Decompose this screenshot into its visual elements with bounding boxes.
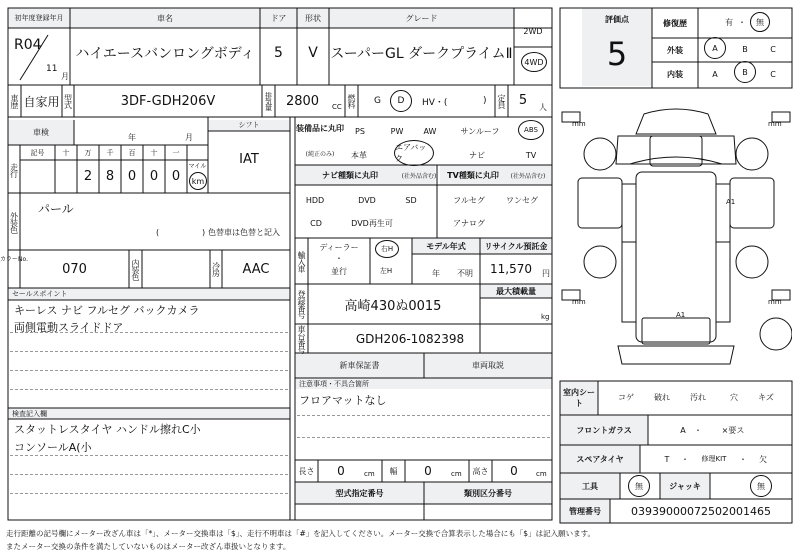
- capacity-value: 5: [518, 92, 528, 108]
- mile-label: マイル: [188, 162, 207, 170]
- score-label: 評価点: [605, 14, 629, 24]
- jack-none-circled: 無: [750, 475, 772, 497]
- fuel-paren-close: ): [483, 96, 487, 106]
- door-label: ドア: [270, 13, 287, 23]
- cooling-label: 冷房: [211, 262, 221, 276]
- displacement-label: 排気量: [264, 92, 273, 110]
- fuel-gasoline: G: [374, 96, 381, 106]
- right-hand-drive-circled: 右H: [375, 240, 399, 258]
- km-circled: km: [189, 172, 207, 190]
- tv-type-label: TV種類に丸印: [447, 170, 499, 180]
- door-value: 5: [274, 45, 283, 61]
- navi-dvd-playback: DVD再生可: [351, 218, 393, 228]
- sales-points-label: セールスポイント: [12, 290, 68, 298]
- inspector-label: 検査記入欄: [12, 409, 47, 418]
- color-paren-close: ): [202, 227, 206, 237]
- seat-label: 室内シート: [563, 388, 595, 408]
- width-label: 幅: [389, 466, 398, 476]
- repaint-note: 色替車は色替と記入: [208, 227, 280, 237]
- inspection-year-unit: 年: [128, 132, 136, 142]
- interior-grade-a: A: [712, 69, 718, 79]
- drive-4wd-circled: 4WD: [521, 52, 547, 72]
- width-value: 0: [424, 464, 432, 478]
- exterior-color-value: パール: [38, 201, 74, 216]
- digit-header-3: 千: [106, 148, 114, 157]
- windshield-a: A: [680, 425, 686, 435]
- seat-burn: コゲ: [618, 392, 634, 402]
- equip-tv: TV: [525, 150, 537, 160]
- grade-value: スーパーGL ダークプライムⅡ: [330, 46, 513, 62]
- spare-none: 欠: [759, 454, 767, 464]
- equip-aw: AW: [423, 126, 437, 136]
- jack-label: ジャッキ: [669, 481, 701, 491]
- equipment-label: 装備品に丸印: [296, 123, 344, 133]
- mm-front-left: mm: [572, 120, 586, 128]
- notes-label: 注意事項・不具合箇所: [299, 379, 369, 388]
- navi-type-label: ナビ種類に丸印: [322, 170, 378, 180]
- warranty-label: 新車保証書: [339, 361, 380, 370]
- digit-header-4: 百: [128, 148, 136, 157]
- sales-point-line-1: キーレス ナビ フルセグ バックカメラ: [14, 304, 200, 317]
- exterior-color-label: 外装色: [9, 211, 19, 233]
- control-number-value: 03939000072502001465: [631, 504, 771, 518]
- model-year-unit: 年: [432, 268, 440, 278]
- navi-cd: CD: [310, 218, 322, 228]
- equip-ps: PS: [355, 126, 365, 136]
- equipment-sublabel: (純正のみ): [305, 150, 335, 158]
- first-registration-label: 初年度登録年月: [14, 14, 64, 22]
- type-designation-label: 型式指定番号: [335, 488, 384, 498]
- recycle-label: リサイクル預託金: [484, 241, 548, 251]
- digit-header-5: 十: [150, 148, 158, 157]
- color-paren-open: (: [156, 227, 160, 237]
- interior-grade-label: 内装: [667, 69, 683, 79]
- navi-sd: SD: [405, 195, 417, 205]
- month-unit: 月: [61, 71, 69, 81]
- registration-value: 高崎430ぬ0015: [344, 298, 442, 314]
- mileage-digit-1: [55, 163, 77, 189]
- mileage-digit-5: 0: [149, 168, 159, 184]
- windshield-replace: ×要ス: [721, 425, 745, 435]
- cooling-value: AAC: [242, 261, 270, 277]
- shift-value: IAT: [239, 151, 259, 167]
- spare-t: T: [664, 454, 670, 464]
- grade-label: グレード: [405, 13, 438, 23]
- color-no-value: 070: [62, 261, 87, 277]
- equip-airbag-circled: エアバック: [394, 140, 434, 166]
- shift-label: シフト: [238, 120, 260, 129]
- model-year-unknown: 不明: [457, 268, 473, 278]
- mm-front-right: mm: [768, 120, 782, 128]
- height-value: 0: [510, 464, 518, 478]
- exterior-grade-c: C: [770, 44, 776, 54]
- capacity-label: 定員: [497, 94, 506, 108]
- repair-history-label: 修復歴: [663, 18, 687, 28]
- mileage-digit-3: 8: [105, 168, 115, 184]
- seat-tear: 破れ: [654, 392, 670, 402]
- body-type-label: 車歴: [10, 94, 19, 108]
- fuel-label: 燃料: [347, 94, 356, 108]
- car-name-label: 車名: [157, 13, 173, 23]
- height-label: 高さ: [472, 466, 489, 476]
- color-no-label: カラーNo.: [0, 255, 28, 263]
- inspector-line-1: スタットレスタイヤ ハンドル擦れC小: [14, 423, 201, 436]
- digit-header-6: 一: [172, 148, 180, 157]
- equip-abs-circled: ABS: [518, 120, 544, 140]
- damage-mark-side: A1: [726, 198, 736, 206]
- displacement-value: 2800: [285, 93, 320, 109]
- mileage-mark-label: 記号: [30, 148, 45, 157]
- exterior-grade-b: B: [742, 44, 748, 54]
- repair-yes: 有: [725, 17, 733, 27]
- footer-note-1: 走行距離の記号欄にメーター改ざん車は「*」、メーター交換車は「$」、走行不明車は「#」を記入してください。メーター交換で合算表示した場合にも「$」は記入願います。: [6, 529, 595, 538]
- body-type-value: 自家用: [23, 94, 60, 109]
- damage-mark-rear: A1: [676, 311, 686, 319]
- chassis-value: GDH206-1082398: [355, 332, 465, 346]
- import-label: 輸入車: [297, 250, 306, 272]
- seat-stain: 汚れ: [690, 392, 706, 402]
- spare-repair-kit: 修理KIT: [701, 455, 727, 463]
- import-parallel: 並行: [331, 266, 347, 276]
- interior-grade-b-circled: B: [734, 61, 756, 83]
- shape-label: 形状: [305, 13, 321, 23]
- registration-year: R04: [14, 37, 42, 53]
- tv-analog: アナログ: [453, 218, 485, 228]
- mileage-label: 走行: [9, 163, 19, 177]
- tv-type-sub: (社外品含む): [510, 172, 546, 180]
- interior-grade-c: C: [770, 69, 776, 79]
- recycle-value: 11,570: [490, 262, 532, 276]
- model-label: 型式: [63, 94, 73, 108]
- fuel-hybrid: HV・(: [422, 97, 448, 108]
- spare-tire-label: スペアタイヤ: [576, 454, 624, 464]
- mileage-digit-2: 2: [83, 168, 93, 184]
- repair-no-circled: 無: [750, 12, 770, 32]
- tools-label: 工具: [582, 481, 598, 491]
- capacity-unit: 人: [539, 102, 547, 112]
- mm-rear-right: mm: [768, 298, 782, 306]
- windshield-dot: ・: [694, 425, 702, 435]
- tv-fullseg: フルセグ: [453, 195, 485, 205]
- import-dot: ・: [335, 253, 343, 263]
- recycle-unit: 円: [542, 268, 550, 278]
- repair-dot: ・: [738, 17, 746, 27]
- tools-none-circled: 無: [628, 475, 650, 497]
- spare-dot1: ・: [681, 454, 689, 464]
- spare-dot2: ・: [739, 454, 747, 464]
- tv-oneseg: ワンセグ: [506, 195, 538, 205]
- exterior-grade-a-circled: A: [704, 37, 726, 59]
- seat-hole: 穴: [730, 392, 738, 402]
- mileage-digit-4: 0: [127, 168, 137, 184]
- inspection-month-unit: 月: [185, 132, 193, 142]
- length-unit: cm: [364, 470, 375, 478]
- car-damage-diagram: [560, 92, 792, 378]
- max-load-label: 最大積載量: [496, 286, 536, 296]
- digit-header-2: 万: [84, 148, 92, 157]
- digit-header-1: 十: [62, 148, 70, 157]
- chassis-label: 車台番号: [297, 325, 306, 353]
- score-value: 5: [606, 35, 628, 73]
- interior-color-label: 内装色: [131, 258, 140, 280]
- width-unit: cm: [451, 470, 462, 478]
- equip-sunroof: サンルーフ: [460, 126, 500, 136]
- manual-label: 車両取説: [472, 361, 504, 370]
- equip-pw: PW: [390, 126, 404, 136]
- inspection-label: 車検: [33, 128, 49, 137]
- shape-value: V: [308, 45, 318, 61]
- inspector-line-2: コンソールA(小: [14, 441, 92, 454]
- sales-point-line-2: 両側電動スライドドア: [14, 321, 124, 334]
- navi-hdd: HDD: [305, 195, 325, 205]
- height-unit: cm: [536, 470, 547, 478]
- length-label: 長さ: [298, 466, 315, 476]
- mm-rear-left: mm: [572, 298, 586, 306]
- navi-type-sub: (社外品含む): [401, 172, 437, 180]
- car-name: ハイエースバンロングボディ: [75, 46, 255, 62]
- mileage-digit-6: 0: [171, 168, 181, 184]
- model-value: 3DF-GDH206V: [120, 93, 216, 109]
- windshield-label: フロントガラス: [576, 425, 632, 435]
- drive-2wd: 2WD: [523, 26, 543, 36]
- registration-label: 登録番号: [297, 290, 306, 318]
- notes-value: フロアマットなし: [299, 394, 387, 407]
- control-number-label: 管理番号: [569, 506, 601, 516]
- equip-leather: 本革: [351, 150, 367, 160]
- navi-dvd: DVD: [358, 195, 376, 205]
- seat-scratch: キズ: [758, 392, 774, 402]
- footer-note-2: またメーター交換の条件を満たしていないものはメーター改ざん車扱いとなります。: [6, 542, 291, 551]
- registration-month: 11: [46, 64, 58, 74]
- import-dealer: ディーラー: [319, 242, 359, 252]
- length-value: 0: [337, 464, 345, 478]
- max-load-unit: kg: [541, 313, 550, 321]
- fuel-diesel-circled: D: [390, 90, 412, 112]
- category-label: 類別区分番号: [464, 488, 512, 498]
- exterior-grade-label: 外装: [667, 45, 683, 55]
- left-hand-drive: 左H: [379, 267, 393, 275]
- displacement-unit: CC: [332, 103, 342, 111]
- equip-navi: ナビ: [469, 150, 485, 160]
- model-year-label: モデル年式: [426, 241, 466, 251]
